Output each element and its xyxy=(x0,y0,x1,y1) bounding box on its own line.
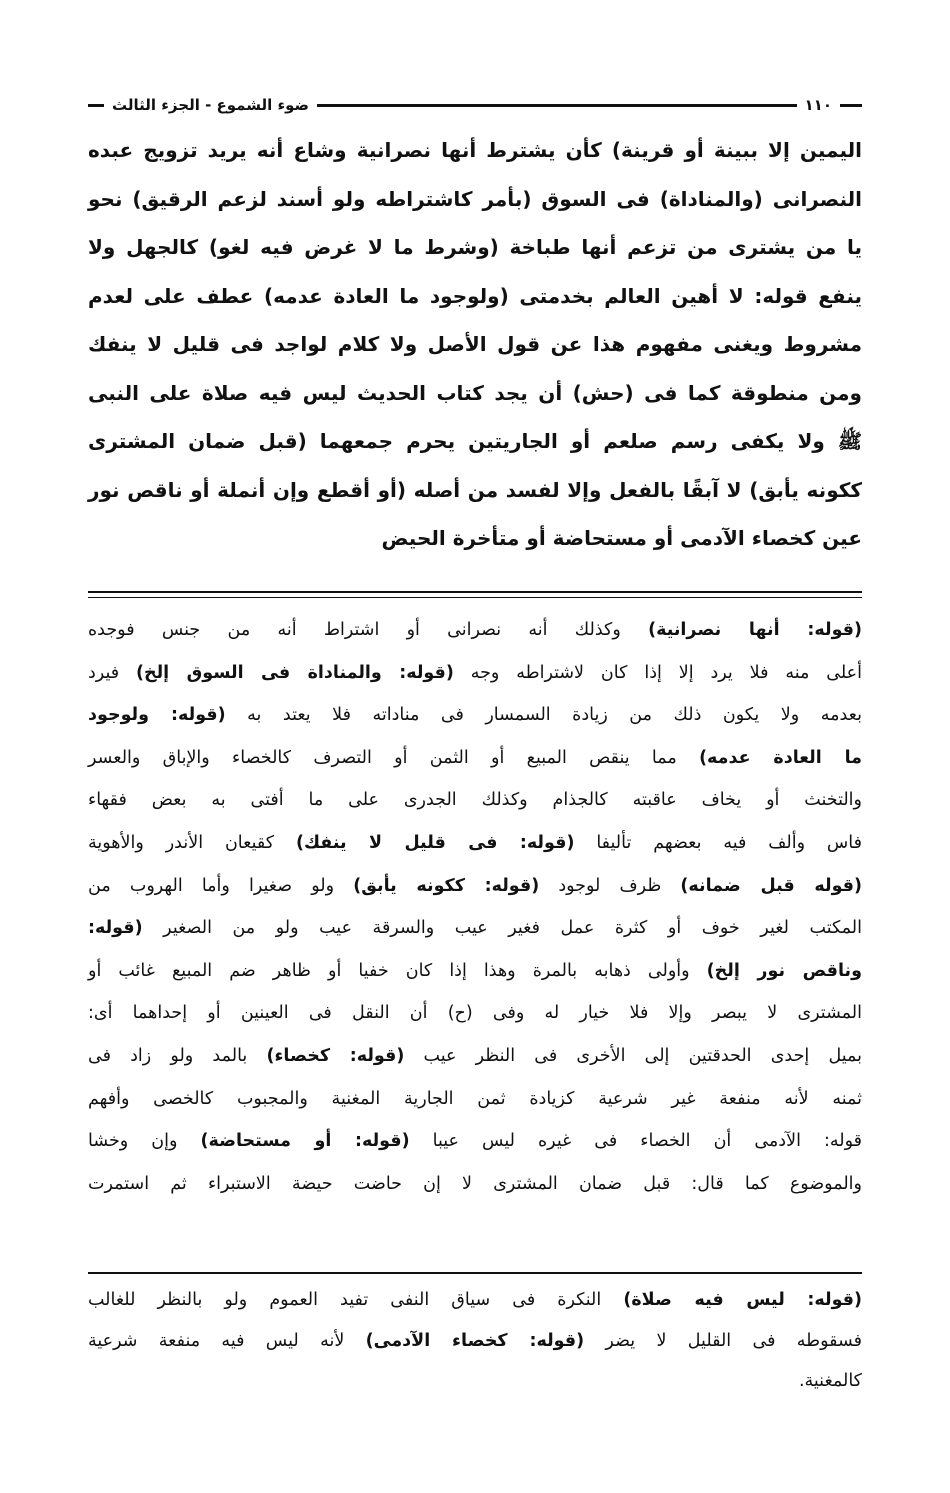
commentary-text: بالمد ولو زاد فى xyxy=(88,1046,267,1066)
commentary-text: وكذلك أنه نصرانى أو اشتراط أنه من جنس فوجده xyxy=(88,620,649,640)
commentary-line xyxy=(88,620,862,640)
commentary-text: المكتب لغير خوف أو كثرة عمل فغير عيب والسرقة عيب ولو من الصغير xyxy=(142,918,862,939)
main-text-line: ﷺ ولا يكفى رسم صلعم أو الجاريتين يحرم جمعهما (قبل ضمان المشترى xyxy=(88,429,862,453)
commentary-text: النكرة فى سياق النفى تفيد العموم ولو بالنظر للغالب xyxy=(88,1290,624,1310)
commentary-text: والموضوع كما قال: قبل ضمان المشترى لا إن حاضت حيضة الاستبراء ثم استمرت xyxy=(88,1173,862,1194)
quoted-lemma: وناقص نور إلخ) xyxy=(706,960,862,981)
footnote-line xyxy=(88,1371,862,1391)
commentary-text: فاس وألف فيه بعضهم تأليفا xyxy=(574,833,862,853)
commentary-line xyxy=(88,1003,862,1023)
quoted-lemma: (قوله: ولوجود xyxy=(88,705,226,726)
divider-rule xyxy=(88,597,862,598)
quoted-lemma: (قوله: كخصاء الآدمى) xyxy=(365,1330,585,1351)
header-rule xyxy=(317,104,796,107)
commentary-text: بعدمه ولا يكون ذلك من زيادة السمسار فى مناداته فلا يعتد به xyxy=(225,705,862,726)
commentary-text: كقيعان الأندر والأهوية xyxy=(88,833,296,853)
main-text-line: اليمين إلا ببينة أو قرينة) كأن يشترط أنها نصرانية وشاع أنه يريد تزويج عبده xyxy=(88,138,862,162)
commentary-text: ثمنه لأنه منفعة غير شرعية كزيادة ثمن الجارية المغنية والمجبوب كالخصى وأفهم xyxy=(88,1088,862,1109)
commentary-line xyxy=(88,1089,862,1109)
quoted-lemma: (قوله: xyxy=(88,918,143,939)
main-text-line: النصرانى (والمناداة) فى السوق (بأمر كاشتراطه ولو أسند لزعم الرقيق) نحو xyxy=(88,186,862,211)
main-text-line: ينفع قوله: لا أهين العالم بخدمتى (ولوجود ما العادة عدمه) عطف على لعدم xyxy=(88,283,862,308)
main-text-line: ومن منطوقة كما فى (حش) أن يجد كتاب الحديث ليس فيه صلاة على النبى xyxy=(88,380,862,405)
main-text-line: ككونه يأبق) لا آبقًا بالفعل وإلا لفسد من أصله (أو أقطع وإن أنملة أو ناقص نور xyxy=(88,477,862,502)
commentary-text: مما ينقص المبيع أو الثمن أو التصرف كالخصاء والإباق والعسر xyxy=(88,747,700,768)
commentary-line xyxy=(88,663,862,683)
commentary-text: بميل إحدى الحدقتين إلى الأخرى فى النظر عيب xyxy=(404,1046,862,1066)
commentary-text: ظرف لوجود xyxy=(539,875,681,896)
quoted-lemma: (قوله: أنها نصرانية) xyxy=(648,620,863,640)
commentary-line xyxy=(88,790,862,810)
main-text-line: مشروط ويغنى مفهوم هذا عن قول الأصل ولا كلام لواجد فى قليل لا ينفك xyxy=(88,332,862,356)
commentary-text: أعلى منه فلا يرد إلا إذا كان لاشتراطه وجه xyxy=(453,662,862,683)
commentary-text: ولو صغيرا وأما الهروب من xyxy=(88,875,354,896)
quoted-lemma: (قوله: ليس فيه صلاة) xyxy=(623,1290,862,1310)
running-header xyxy=(88,92,862,118)
divider-rule xyxy=(88,591,862,593)
commentary-text: والتخنث أو يخاف عاقبته كالجذام وكذلك الجدرى على ما أفتى به بعض فقهاء xyxy=(88,790,862,811)
commentary-text: فيرد xyxy=(88,662,136,683)
main-text-line: يا من يشترى من تزعم أنها طباخة (وشرط ما لا غرض فيه لغو) كالجهل ولا xyxy=(88,235,862,259)
quoted-lemma: (قوله: أو مستحاضة) xyxy=(200,1131,410,1152)
commentary-text: فسقوطه فى القليل لا يضر xyxy=(584,1330,862,1351)
commentary-line xyxy=(88,1046,862,1066)
commentary-line xyxy=(88,748,862,768)
commentary-text: وإن وخشا xyxy=(88,1131,201,1152)
commentary-text: المشترى لا يبصر وإلا فلا خيار له وفى (ح) أن النقل فى العينين أو إحداهما أى: xyxy=(88,1003,862,1024)
commentary-line xyxy=(88,1174,862,1194)
commentary-line xyxy=(88,705,862,725)
commentary-text: كالمغنية. xyxy=(798,1371,862,1391)
main-text-line: عين كخصاء الآدمى أو مستحاضة أو متأخرة الحيض xyxy=(381,526,862,550)
quoted-lemma: ما العادة عدمه) xyxy=(699,747,862,768)
page-number: ١١٠ xyxy=(804,96,832,114)
commentary-text: وأولى ذهابه بالمرة وهذا إذا كان خفيا أو ظاهر ضم المبيع غائب أو xyxy=(88,960,707,981)
footnote-rule xyxy=(88,1272,862,1274)
commentary-text: لأنه ليس فيه منفعة شرعية xyxy=(88,1330,366,1351)
quoted-lemma: (قوله قبل ضمانه) xyxy=(680,875,862,896)
commentary-text: قوله: الآدمى أن الخصاء فى غيره ليس عيبا xyxy=(409,1131,862,1152)
commentary-line xyxy=(88,876,862,896)
commentary-line xyxy=(88,918,862,938)
quoted-lemma: (قوله: والمناداة فى السوق إلخ) xyxy=(136,662,454,683)
commentary-line xyxy=(88,1131,862,1151)
quoted-lemma: (قوله: فى قليل لا ينفك) xyxy=(295,833,575,853)
running-title: ضوء الشموع - الجزء الثالث xyxy=(112,96,310,114)
header-dash xyxy=(840,104,862,107)
quoted-lemma: (قوله: ككونه يأبق) xyxy=(353,875,540,896)
footnote-line xyxy=(88,1331,862,1351)
header-dash xyxy=(88,104,104,107)
quoted-lemma: (قوله: كخصاء) xyxy=(266,1046,405,1066)
commentary-line xyxy=(88,961,862,981)
commentary-line xyxy=(88,833,862,853)
footnote-line xyxy=(88,1290,862,1310)
